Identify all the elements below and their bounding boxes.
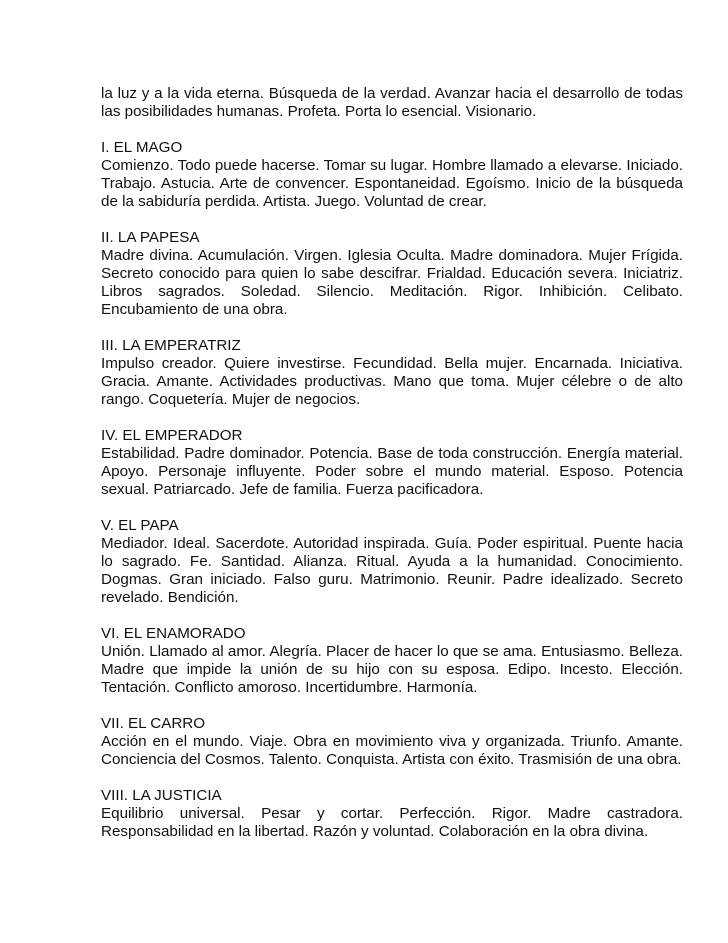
- section-heading: VII. EL CARRO: [101, 715, 206, 732]
- intro-paragraph: la luz y a la vida eterna. Búsqueda de la verdad. Avanzar hacia el desarrollo de todas las posibilidades humanas. Profeta. Porta lo esencial. Visionario.: [101, 85, 683, 120]
- section-heading: II. LA PAPESA: [101, 229, 200, 246]
- section-heading: VIII. LA JUSTICIA: [101, 787, 222, 804]
- section-text: Equilibrio universal. Pesar y cortar. Perfección. Rigor. Madre castradora. Responsabilidad en la libertad. Razón y voluntad. Colaboración en la obra divina.: [101, 805, 683, 840]
- section-heading: IV. EL EMPERADOR: [101, 427, 243, 444]
- section-text: Unión. Llamado al amor. Alegría. Placer de hacer lo que se ama. Entusiasmo. Belleza. Madre que impide la unión de su hijo con su esposa. Edipo. Incesto. Elección. Tentación. Conflicto amoroso. Incertidumbre. Harmonía.: [101, 643, 683, 696]
- section-text: Madre divina. Acumulación. Virgen. Iglesia Oculta. Madre dominadora. Mujer Frígida. Secreto conocido para quien lo sabe descifrar. Frialdad. Educación severa. Iniciatriz. Libros sagrados. Soledad. Silencio. Meditación. Rigor. Inhibición. Celibato. Encubamiento de una obra.: [101, 247, 683, 318]
- section-heading: III. LA EMPERATRIZ: [101, 337, 241, 354]
- section-la-emperatriz: [101, 337, 683, 409]
- section-el-mago: [101, 139, 683, 211]
- document-page: [101, 85, 683, 859]
- section-la-justicia: [101, 787, 683, 841]
- section-heading: I. EL MAGO: [101, 139, 183, 156]
- section-text: Estabilidad. Padre dominador. Potencia. Base de toda construcción. Energía material. Apoyo. Personaje influyente. Poder sobre el mundo material. Esposo. Potencia sexual. Patriarcado. Jefe de familia. Fuerza pacificadora.: [101, 445, 683, 498]
- section-la-papesa: [101, 229, 683, 319]
- section-heading: V. EL PAPA: [101, 517, 179, 534]
- section-el-carro: [101, 715, 683, 769]
- section-el-emperador: [101, 427, 683, 499]
- section-el-papa: [101, 517, 683, 607]
- section-el-enamorado: [101, 625, 683, 697]
- section-text: Comienzo. Todo puede hacerse. Tomar su lugar. Hombre llamado a elevarse. Iniciado. Trabajo. Astucia. Arte de convencer. Espontaneidad. Egoísmo. Inicio de la búsqueda de la sabiduría perdida. Artista. Juego. Voluntad de crear.: [101, 157, 683, 210]
- section-text: Acción en el mundo. Viaje. Obra en movimiento viva y organizada. Triunfo. Amante. Conciencia del Cosmos. Talento. Conquista. Artista con éxito. Trasmisión de una obra.: [101, 733, 683, 768]
- section-text: Mediador. Ideal. Sacerdote. Autoridad inspirada. Guía. Poder espiritual. Puente hacia lo sagrado. Fe. Santidad. Alianza. Ritual. Ayuda a la humanidad. Conocimiento. Dogmas. Gran iniciado. Falso guru. Matrimonio. Reunir. Padre idealizado. Secreto revelado. Bendición.: [101, 535, 683, 606]
- section-text: Impulso creador. Quiere investirse. Fecundidad. Bella mujer. Encarnada. Iniciativa. Gracia. Amante. Actividades productivas. Mano que toma. Mujer célebre o de alto rango. Coquetería. Mujer de negocios.: [101, 355, 683, 408]
- section-heading: VI. EL ENAMORADO: [101, 625, 246, 642]
